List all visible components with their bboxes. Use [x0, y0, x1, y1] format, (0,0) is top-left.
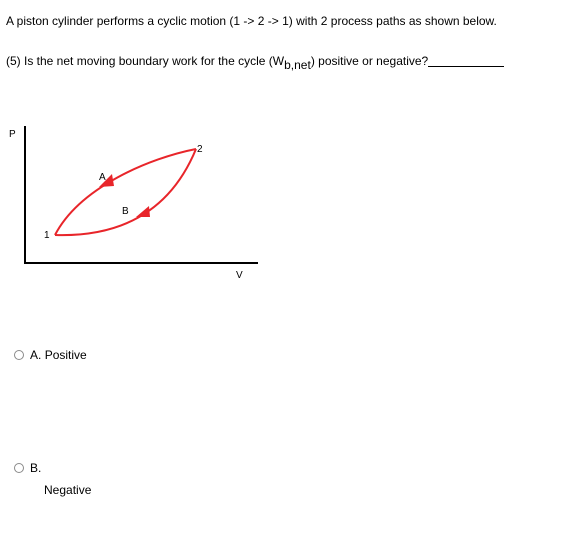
question-text [6, 53, 504, 72]
question-text-before: (5) Is the net moving boundary work for the cycle (W [6, 54, 285, 68]
point-2-label: 2 [197, 144, 203, 155]
path-b-label: B [122, 206, 129, 217]
x-axis-label: V [236, 270, 243, 281]
option-b[interactable] [14, 461, 41, 475]
path-a-curve [55, 149, 196, 235]
pv-diagram [0, 112, 300, 292]
question-text-after: ) positive or negative? [310, 54, 429, 68]
answer-blank [428, 53, 504, 67]
path-a-label: A [99, 172, 106, 183]
point-1-label: 1 [44, 230, 50, 241]
path-b-curve [55, 149, 196, 235]
option-a-marker: A. [30, 348, 42, 362]
option-a-radio[interactable] [14, 350, 24, 360]
question-subscript: b,net [284, 58, 311, 72]
option-b-radio[interactable] [14, 463, 24, 473]
option-a-text: Positive [44, 348, 87, 362]
question-intro: A piston cylinder performs a cyclic motion (1 -> 2 -> 1) with 2 process paths as shown below. [6, 14, 497, 28]
option-a[interactable] [14, 348, 87, 362]
path-b-arrow-icon [136, 206, 150, 217]
option-b-marker: B. [30, 461, 42, 475]
option-b-text: Negative [44, 483, 92, 497]
y-axis-label: P [9, 129, 16, 140]
